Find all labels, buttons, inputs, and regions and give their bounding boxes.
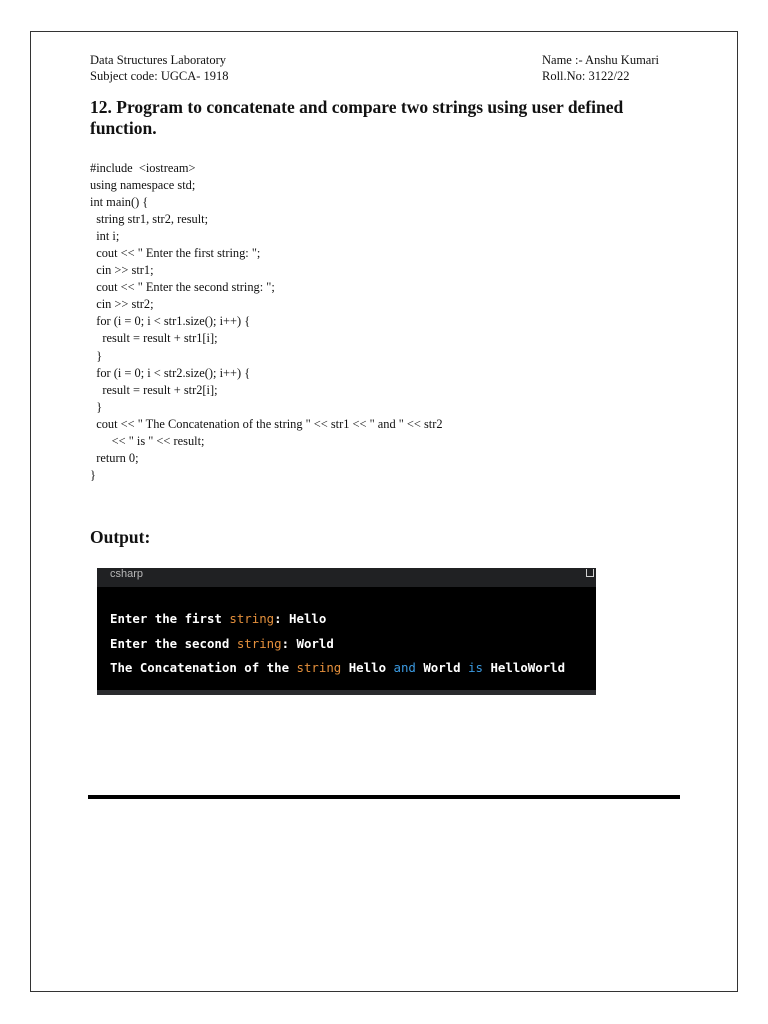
terminal-token: and	[393, 660, 416, 675]
roll-number: Roll.No: 3122/22	[542, 69, 630, 83]
output-heading: Output:	[90, 527, 151, 547]
footer-rule	[88, 795, 680, 799]
terminal-line	[110, 656, 565, 681]
header-right	[542, 52, 659, 84]
terminal-token: Hello	[341, 660, 394, 675]
terminal-token: is	[468, 660, 484, 675]
code-line: return 0;	[90, 450, 139, 465]
terminal-scrollbar-track	[97, 690, 596, 695]
code-line: cout << " The Concatenation of the string " << str1 << " and " << str2	[90, 416, 443, 431]
code-line: for (i = 0; i < str1.size(); i++) {	[90, 314, 251, 329]
terminal-output	[110, 607, 565, 681]
terminal-token: Enter the first	[110, 611, 230, 626]
lab-title: Data Structures Laboratory	[90, 53, 227, 67]
code-line: result = result + str2[i];	[90, 382, 218, 397]
program-title: 12. Program to concatenate and compare two strings using user defined function.	[90, 97, 624, 138]
terminal-token: HelloWorld	[483, 660, 566, 675]
terminal-token: Enter the second	[110, 635, 237, 651]
subject-code: Subject code: UGCA- 1918	[90, 69, 229, 83]
terminal-token: string	[236, 635, 282, 651]
code-line: << " is " << result;	[90, 433, 205, 448]
code-line: result = result + str1[i];	[90, 331, 218, 346]
terminal-token: : Hello	[274, 611, 327, 626]
code-line: int main() {	[90, 195, 149, 210]
header-left	[90, 52, 229, 84]
terminal-line	[110, 632, 565, 657]
code-line: #include <iostream>	[90, 161, 196, 175]
code-line: cout << " Enter the first string: ";	[90, 246, 261, 261]
terminal-token: string	[229, 611, 275, 626]
code-line: }	[90, 399, 103, 414]
terminal-language-label: csharp	[110, 568, 144, 580]
code-line: cout << " Enter the second string: ";	[90, 280, 275, 295]
code-line: for (i = 0; i < str2.size(); i++) {	[90, 365, 251, 380]
terminal-token: The Concatenation of the	[110, 660, 297, 675]
terminal-token: : World	[281, 635, 334, 651]
terminal-line	[110, 607, 565, 632]
code-line: int i;	[90, 229, 120, 244]
output-terminal	[97, 568, 596, 695]
terminal-token: World	[415, 660, 469, 675]
terminal-header-bar	[97, 568, 596, 587]
code-line: string str1, str2, result;	[90, 212, 209, 227]
terminal-token: string	[296, 660, 342, 675]
code-line: using namespace std;	[90, 178, 196, 193]
code-line: cin >> str1;	[90, 263, 154, 278]
student-name: Name :- Anshu Kumari	[542, 53, 659, 67]
code-line: }	[90, 348, 103, 363]
code-line: }	[90, 467, 96, 482]
code-line: cin >> str2;	[90, 297, 154, 312]
code-block	[90, 160, 443, 484]
copy-icon[interactable]	[586, 569, 594, 577]
